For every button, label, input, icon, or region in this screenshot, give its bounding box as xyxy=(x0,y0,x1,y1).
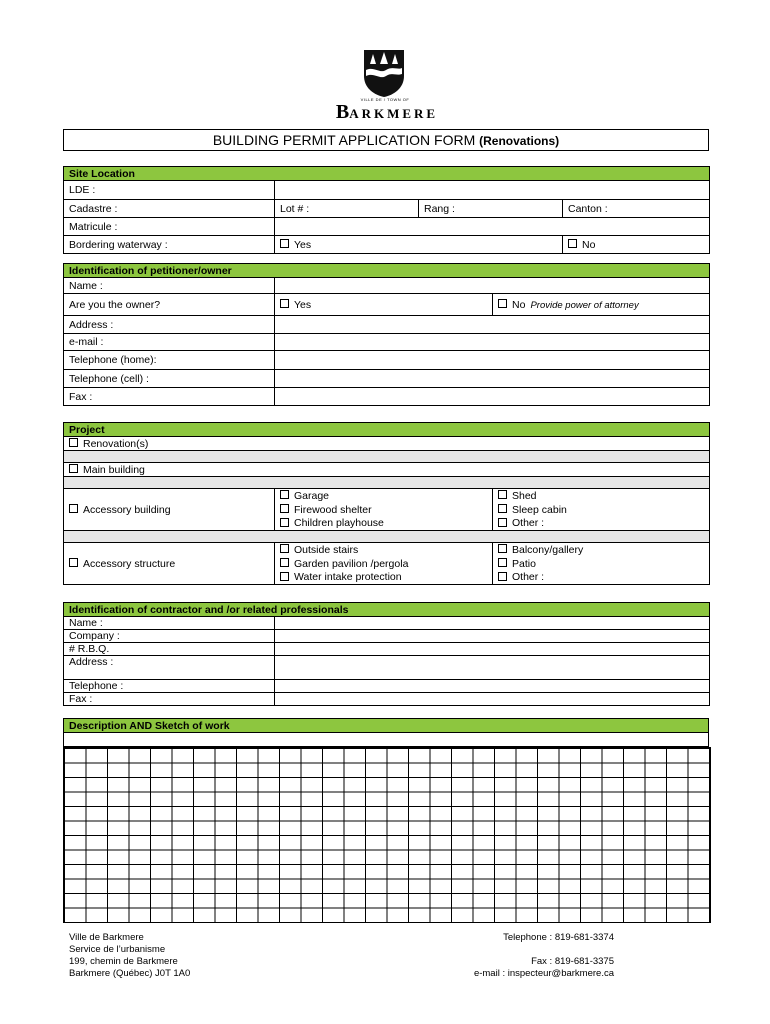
checkbox[interactable] xyxy=(498,572,507,581)
contractor-telephone-field[interactable] xyxy=(275,680,710,693)
other-structure-option[interactable]: Other : xyxy=(493,571,710,585)
fax-field[interactable] xyxy=(275,388,710,406)
matricule-field[interactable] xyxy=(275,218,710,236)
checkbox[interactable] xyxy=(280,490,289,499)
checkbox[interactable] xyxy=(498,558,507,567)
waterway-label: Bordering waterway : xyxy=(64,236,275,254)
company-field[interactable] xyxy=(275,630,710,643)
shed-option[interactable]: Shed xyxy=(493,489,710,503)
footer-line: Ville de Barkmere xyxy=(69,932,144,943)
accessory-structure-option[interactable]: Accessory structure xyxy=(64,543,275,585)
footer-line: 199, chemin de Barkmere xyxy=(69,956,178,967)
town-of-label: VILLE DE / TOWN OF xyxy=(360,97,410,102)
spacer-row xyxy=(64,477,710,489)
lde-field[interactable] xyxy=(275,181,710,200)
spacer-row xyxy=(64,531,710,543)
site-location-section xyxy=(63,166,710,254)
section-heading: Identification of contractor and /or related professionals xyxy=(64,603,710,617)
address-label: Address : xyxy=(64,316,275,334)
checkbox[interactable] xyxy=(280,504,289,513)
lde-label: LDE : xyxy=(64,181,275,200)
company-label: Company : xyxy=(64,630,275,643)
firewood-option[interactable]: Firewood shelter xyxy=(275,503,493,517)
town-crest-logo xyxy=(362,48,406,98)
pavilion-option[interactable]: Garden pavilion /pergola xyxy=(275,557,493,571)
name-field[interactable] xyxy=(275,278,710,294)
garage-option[interactable]: Garage xyxy=(275,489,493,503)
sketch-grid[interactable] xyxy=(63,747,711,923)
other-building-option[interactable]: Other : xyxy=(493,517,710,531)
stairs-option[interactable]: Outside stairs xyxy=(275,543,493,557)
checkbox[interactable] xyxy=(69,504,78,513)
accessory-building-option[interactable]: Accessory building xyxy=(64,489,275,531)
section-heading: Site Location xyxy=(64,167,710,181)
footer-email: e-mail : inspecteur@barkmere.ca xyxy=(473,968,614,979)
checkbox[interactable] xyxy=(568,239,577,248)
tel-cell-label: Telephone (cell) : xyxy=(64,370,275,388)
footer-line: Service de l’urbanisme xyxy=(69,944,166,955)
checkbox[interactable] xyxy=(69,438,78,447)
matricule-label: Matricule : xyxy=(64,218,275,236)
checkbox[interactable] xyxy=(498,490,507,499)
waterway-yes-option[interactable]: Yes xyxy=(275,236,563,254)
email-field[interactable] xyxy=(275,334,710,351)
fax-label: Fax : xyxy=(64,388,275,406)
address-field[interactable] xyxy=(275,316,710,334)
checkbox[interactable] xyxy=(498,299,507,308)
description-section xyxy=(63,718,709,747)
canton-field[interactable]: Canton : xyxy=(563,200,710,218)
balcony-option[interactable]: Balcony/gallery xyxy=(493,543,710,557)
contractor-name-label: Name : xyxy=(64,617,275,630)
town-name: BARKMERE xyxy=(335,101,439,123)
name-label: Name : xyxy=(64,278,275,294)
rbq-label: # R.B.Q. xyxy=(64,643,275,656)
contractor-telephone-label: Telephone : xyxy=(64,680,275,693)
checkbox[interactable] xyxy=(498,518,507,527)
contractor-fax-field[interactable] xyxy=(275,693,710,706)
spacer-row xyxy=(64,451,710,463)
are-owner-label: Are you the owner? xyxy=(64,294,275,316)
section-heading: Description AND Sketch of work xyxy=(64,719,709,733)
checkbox[interactable] xyxy=(280,239,289,248)
lot-field[interactable]: Lot # : xyxy=(275,200,419,218)
checkbox[interactable] xyxy=(280,544,289,553)
contractor-fax-label: Fax : xyxy=(64,693,275,706)
renovation-option[interactable]: Renovation(s) xyxy=(64,437,710,451)
checkbox[interactable] xyxy=(498,504,507,513)
main-building-option[interactable]: Main building xyxy=(64,463,710,477)
sleep-cabin-option[interactable]: Sleep cabin xyxy=(493,503,710,517)
description-field[interactable] xyxy=(64,733,709,747)
owner-section xyxy=(63,263,710,406)
footer-contact xyxy=(474,932,614,980)
section-heading: Identification of petitioner/owner xyxy=(64,264,710,278)
waterway-no-option[interactable]: No xyxy=(563,236,710,254)
tel-home-label: Telephone (home): xyxy=(64,351,275,370)
owner-no-option[interactable]: No Provide power of attorney xyxy=(493,294,710,316)
checkbox[interactable] xyxy=(498,544,507,553)
footer-address xyxy=(69,932,190,980)
cadastre-label: Cadastre : xyxy=(64,200,275,218)
checkbox[interactable] xyxy=(280,572,289,581)
owner-yes-option[interactable]: Yes xyxy=(275,294,493,316)
form-title: BUILDING PERMIT APPLICATION FORM (Renovations) xyxy=(63,129,709,151)
patio-option[interactable]: Patio xyxy=(493,557,710,571)
playhouse-option[interactable]: Children playhouse xyxy=(275,517,493,531)
contractor-address-label: Address : xyxy=(64,656,275,680)
checkbox[interactable] xyxy=(280,299,289,308)
contractor-section xyxy=(63,602,710,706)
checkbox[interactable] xyxy=(280,558,289,567)
water-intake-option[interactable]: Water intake protection xyxy=(275,571,493,585)
project-section xyxy=(63,422,710,585)
tel-cell-field[interactable] xyxy=(275,370,710,388)
rang-field[interactable]: Rang : xyxy=(419,200,563,218)
checkbox[interactable] xyxy=(280,518,289,527)
contractor-name-field[interactable] xyxy=(275,617,710,630)
contractor-address-field[interactable] xyxy=(275,656,710,680)
rbq-field[interactable] xyxy=(275,643,710,656)
section-heading: Project xyxy=(64,423,710,437)
footer-telephone: Telephone : 819-681-3374 xyxy=(503,932,614,943)
tel-home-field[interactable] xyxy=(275,351,710,370)
checkbox[interactable] xyxy=(69,464,78,473)
email-label: e-mail : xyxy=(64,334,275,351)
footer-line: Barkmere (Québec) J0T 1A0 xyxy=(69,968,191,979)
checkbox[interactable] xyxy=(69,558,78,567)
footer-fax: Fax : 819-681-3375 xyxy=(531,956,614,967)
